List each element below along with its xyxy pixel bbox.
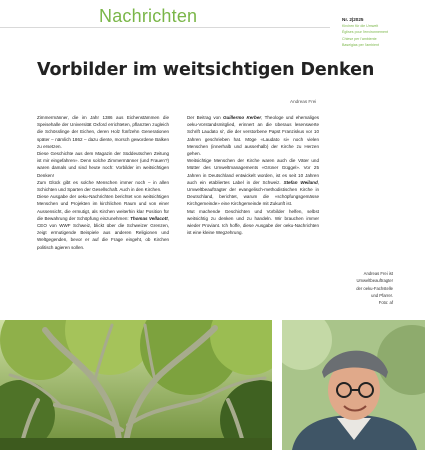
person-name: Stefan Weiland	[283, 179, 318, 185]
paragraph: Der Beitrag von Guillermo Kerber, Theologe und ehemaliges oeku-Vorstandsmitglied, erinnert an die überaus lesenswerte Schrift Laudato si', die der verstorbene Papst Franziskus vor 10 Jahren geschrieben hat. Möge «Laudato si» noch vielen Menschen (innerhalb und ausserhalb) der Kirche zu Herzen gehen.	[187, 115, 319, 157]
meta-line: Baselgias per l'ambient	[342, 42, 380, 47]
author-portrait-photo	[282, 320, 425, 450]
paragraph: Zum Glück gibt es solche Menschen immer noch – in allen Schichten und Sparten der Gesellschaft. Auch in den Kirchen.	[37, 179, 169, 193]
paragraph: Weitsichtige Menschen der Kirche waren auch die Väter und Mütter des Umweltmanagements «Grüner Güggel». Vor 25 Jahren in Deutschland entwickelt worden, ist es seit 10 Jahren auch ein etabliertes Label in der Schweiz. Stefan Weiland, Umweltbeauftragter der evangelisch-methodistischen Kirche in Deutschland, berichtet, warum die «schöpfungsgemässe Kirchgemeinde» eine Kirchgemeinde mit Zukunft ist.	[187, 158, 319, 207]
issue-meta	[342, 16, 424, 48]
paragraph: Mut machende Geschichten und Vorbilder helfen, selbst weitsichtig zu denken und zu handeln. Wir brauchen immer wieder Proviant. Ich hoffe, diese Ausgabe der oeku-Nachrichten ist eine kleine Wegzehrung.	[187, 208, 319, 236]
article-column-left	[37, 114, 169, 251]
paragraph: Zimmermänner, die im Jahr 1386 aus Eichenstämmen die Speisehalle der Universität Oxford errichteten, pflanzten zugleich die Schösslinge der Eichen, deren Holz fünfzehn Generationen später – nämlich 1862 – dazu diente, morsch gewordene Balken zu ersetzen.	[37, 115, 169, 149]
article-column-right	[187, 114, 319, 236]
person-name: Guillermo Kerber	[222, 115, 262, 120]
article-author: Andreas Frei	[290, 99, 317, 104]
meta-line: Chiese per l'ambiente	[342, 36, 377, 41]
meta-line: Églises pour l'environnement	[342, 30, 389, 35]
article-title: Vorbilder im weitsichtigen Denken	[37, 60, 375, 80]
section-heading: Nachrichten	[99, 6, 198, 26]
photo-caption: Andreas Frei ist Umweltbeauftragter der oeku-Fachstelle und Pfarrer. Foto: af	[356, 271, 393, 306]
paragraph: Diese Geschichte aus dem Magazin der Süddeutschen Zeitung ist mir eingefahren». Denn solche Zimmermänner (und Frauen?) waren damals und sind heute noch: Vorbilder im weitsichtigen Denken!	[37, 151, 169, 178]
header-rule	[0, 27, 330, 28]
meta-line: Kirchen für die Umwelt	[342, 24, 379, 28]
person-name: Thomas Vellacott	[130, 215, 168, 221]
issue-number: Nr. 2|2025	[342, 17, 364, 22]
forest-photo	[0, 320, 272, 450]
paragraph: Diese Ausgabe der oeku-Nachrichten berichtet von weitsichtigen Menschen und Projekten im kirchlichen Raum und von einer Aussensicht, die ermutigt, als Kirchen weiterhin klar Position für die Bewahrung der Schöpfung einzunehmen: Thomas Vellacott, CEO von WWF Schweiz, blickt über die Schweizer Grenzen, zeigt ermutigende Beispiele aus anderen Religionen und Weltgegenden, bevor er auf die Frage eingeht, ob Kirchen politisch agieren sollen.	[37, 194, 170, 250]
